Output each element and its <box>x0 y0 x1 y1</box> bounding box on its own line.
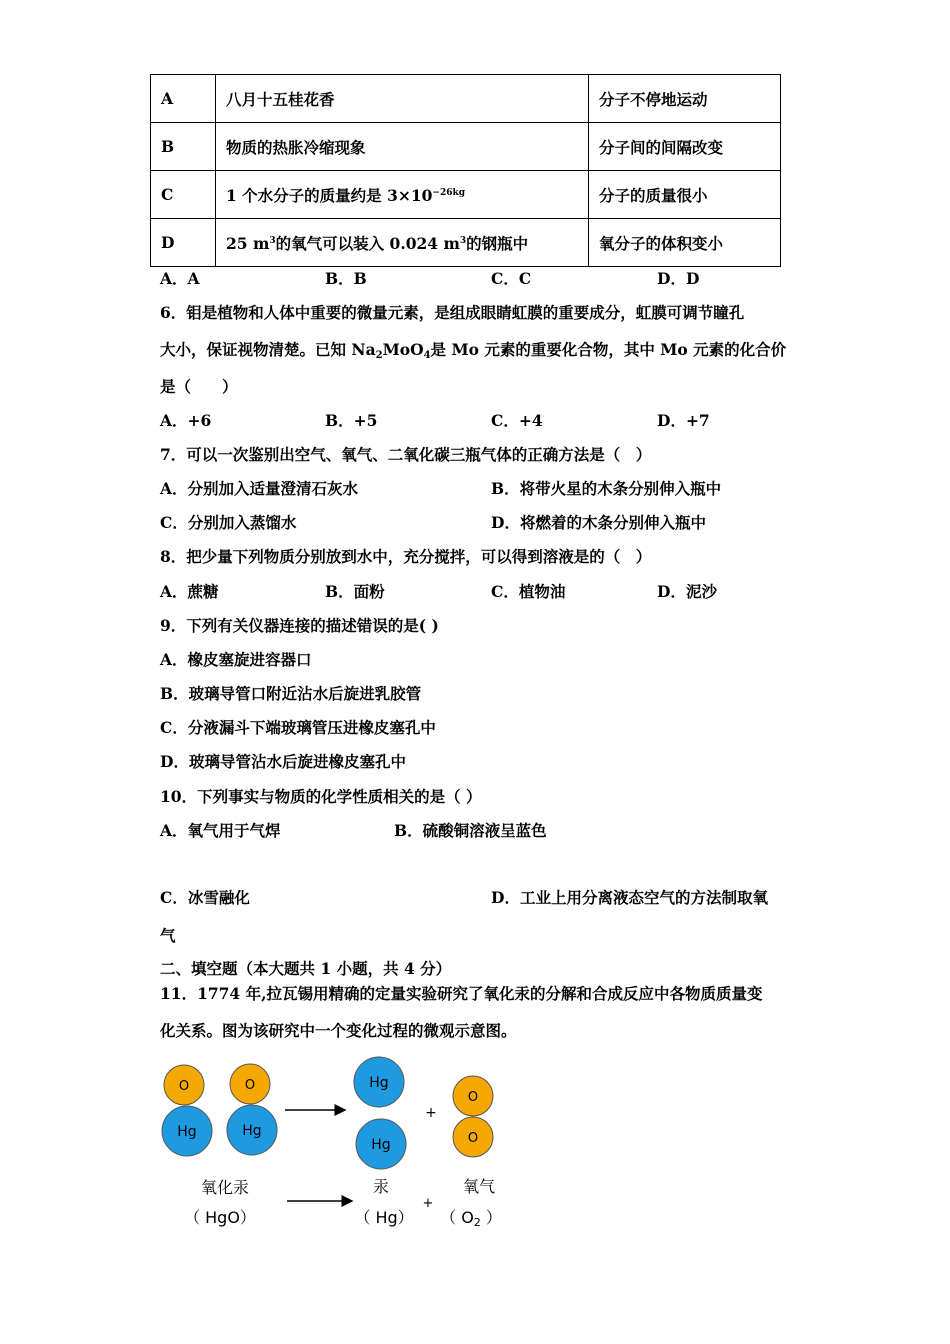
section-title: 二、填空题（本大题共 1 小题，共 4 分） <box>160 959 452 978</box>
plus-sign: + <box>422 1196 434 1211</box>
row-letter: C <box>151 171 216 219</box>
q10-option-d-wrap: 气 <box>160 926 176 945</box>
q6-option-c[interactable]: C．+4 <box>491 411 543 430</box>
oxygen-atom-label: O <box>244 1078 256 1093</box>
row-fact: 八月十五桂花香 <box>216 75 589 123</box>
q7-option-a[interactable]: A．分别加入适量澄清石灰水 <box>160 479 359 498</box>
q8-option-b[interactable]: B．面粉 <box>325 582 385 601</box>
plus-sign: + <box>425 1105 437 1121</box>
q10-option-d[interactable]: D．工业上用分离液态空气的方法制取氧 <box>491 888 768 907</box>
table-row <box>151 75 781 123</box>
hgo-name: 氧化汞 <box>200 1178 250 1197</box>
q6-stem-line3: 是（ ） <box>160 377 238 396</box>
q11-stem-line1: 11．1774 年,拉瓦锡用精确的定量实验研究了氧化汞的分解和合成反应中各物质质量变 <box>160 984 763 1003</box>
q10-option-b[interactable]: B．硫酸铜溶液呈蓝色 <box>394 821 547 840</box>
oxygen-atom-label: O <box>467 1131 479 1146</box>
row-explanation: 分子间的间隔改变 <box>589 123 781 171</box>
table-row <box>151 171 781 219</box>
hgo-decomposition-diagram <box>150 1055 520 1240</box>
q6-option-b[interactable]: B．+5 <box>325 411 378 430</box>
q9-option-b[interactable]: B．玻璃导管口附近沾水后旋进乳胶管 <box>160 684 422 703</box>
mercury-atom-label: Hg <box>242 1123 262 1139</box>
row-explanation: 分子的质量很小 <box>589 171 781 219</box>
q9-stem: 9．下列有关仪器连接的描述错误的是( ) <box>160 616 439 635</box>
row-explanation: 氧分子的体积变小 <box>589 219 781 267</box>
table-row <box>151 219 781 267</box>
q8-option-c[interactable]: C．植物油 <box>491 582 566 601</box>
q7-option-d[interactable]: D．将燃着的木条分别伸入瓶中 <box>491 513 706 532</box>
q10-stem: 10．下列事实与物质的化学性质相关的是（ ） <box>160 787 482 806</box>
q6-option-d[interactable]: D．+7 <box>657 411 710 430</box>
hgo-molecule <box>227 1064 277 1155</box>
q7-option-b[interactable]: B．将带火星的木条分别伸入瓶中 <box>491 479 722 498</box>
row-explanation: 分子不停地运动 <box>589 75 781 123</box>
row-letter: D <box>151 219 216 267</box>
q5-option-a[interactable]: A．A <box>160 269 200 288</box>
table-row <box>151 123 781 171</box>
q10-option-c[interactable]: C．冰雪融化 <box>160 888 250 907</box>
q6-option-a[interactable]: A．+6 <box>160 411 212 430</box>
row-fact: 25 $m^3$的氧气可以装入 0.024 $m^3$的钢瓶中 <box>216 219 589 267</box>
hgo-molecule <box>162 1065 212 1156</box>
mercury-atom-label: Hg <box>371 1137 391 1153</box>
mercury-atom-label: Hg <box>369 1075 389 1091</box>
o2-molecule <box>453 1076 493 1157</box>
q11-stem-line2: 化关系。图为该研究中一个变化过程的微观示意图。 <box>160 1021 517 1040</box>
row-letter: A <box>151 75 216 123</box>
row-fact: 1 个水分子的质量约是 $3\times 10^{-26kg}$ <box>216 171 589 219</box>
q9-option-d[interactable]: D．玻璃导管沾水后旋进橡皮塞孔中 <box>160 752 406 771</box>
q5-option-d[interactable]: D．D <box>657 269 700 288</box>
q6-stem-line1: 6．钼是植物和人体中重要的微量元素，是组成眼睛虹膜的重要成分，虹膜可调节瞳孔 <box>160 303 745 322</box>
q9-option-c[interactable]: C．分液漏斗下端玻璃管压进橡皮塞孔中 <box>160 718 436 737</box>
q7-stem: 7．可以一次鉴别出空气、氧气、二氧化碳三瓶气体的正确方法是（ ） <box>160 445 652 464</box>
q5-option-c[interactable]: C．C <box>491 269 532 288</box>
row-letter: B <box>151 123 216 171</box>
q8-option-a[interactable]: A．蔗糖 <box>160 582 219 601</box>
hgo-formula: （ HgO） <box>184 1208 256 1227</box>
o2-name: 氧气 <box>462 1177 496 1196</box>
o2-formula: （ O2 ） <box>440 1208 502 1229</box>
q10-option-a[interactable]: A．氧气用于气焊 <box>160 821 281 840</box>
oxygen-atom-label: O <box>178 1079 190 1094</box>
q9-option-a[interactable]: A．橡皮塞旋进容器口 <box>160 650 312 669</box>
comparison-table <box>150 74 781 267</box>
q8-stem: 8．把少量下列物质分别放到水中，充分搅拌，可以得到溶液是的（ ） <box>160 547 652 566</box>
mercury-atom-label: Hg <box>177 1124 197 1140</box>
oxygen-atom-label: O <box>467 1090 479 1105</box>
q5-option-b[interactable]: B．B <box>325 269 367 288</box>
q8-option-d[interactable]: D．泥沙 <box>657 582 717 601</box>
hg-formula: （ Hg） <box>354 1208 414 1227</box>
hg-name: 汞 <box>372 1177 390 1196</box>
q6-stem-line2: 大小，保证视物清楚。已知 $Na_2MoO_4$是 Mo 元素的重要化合物，其中 Mo 元素的化合价 <box>160 340 787 361</box>
q7-option-c[interactable]: C．分别加入蒸馏水 <box>160 513 297 532</box>
row-fact: 物质的热胀冷缩现象 <box>216 123 589 171</box>
